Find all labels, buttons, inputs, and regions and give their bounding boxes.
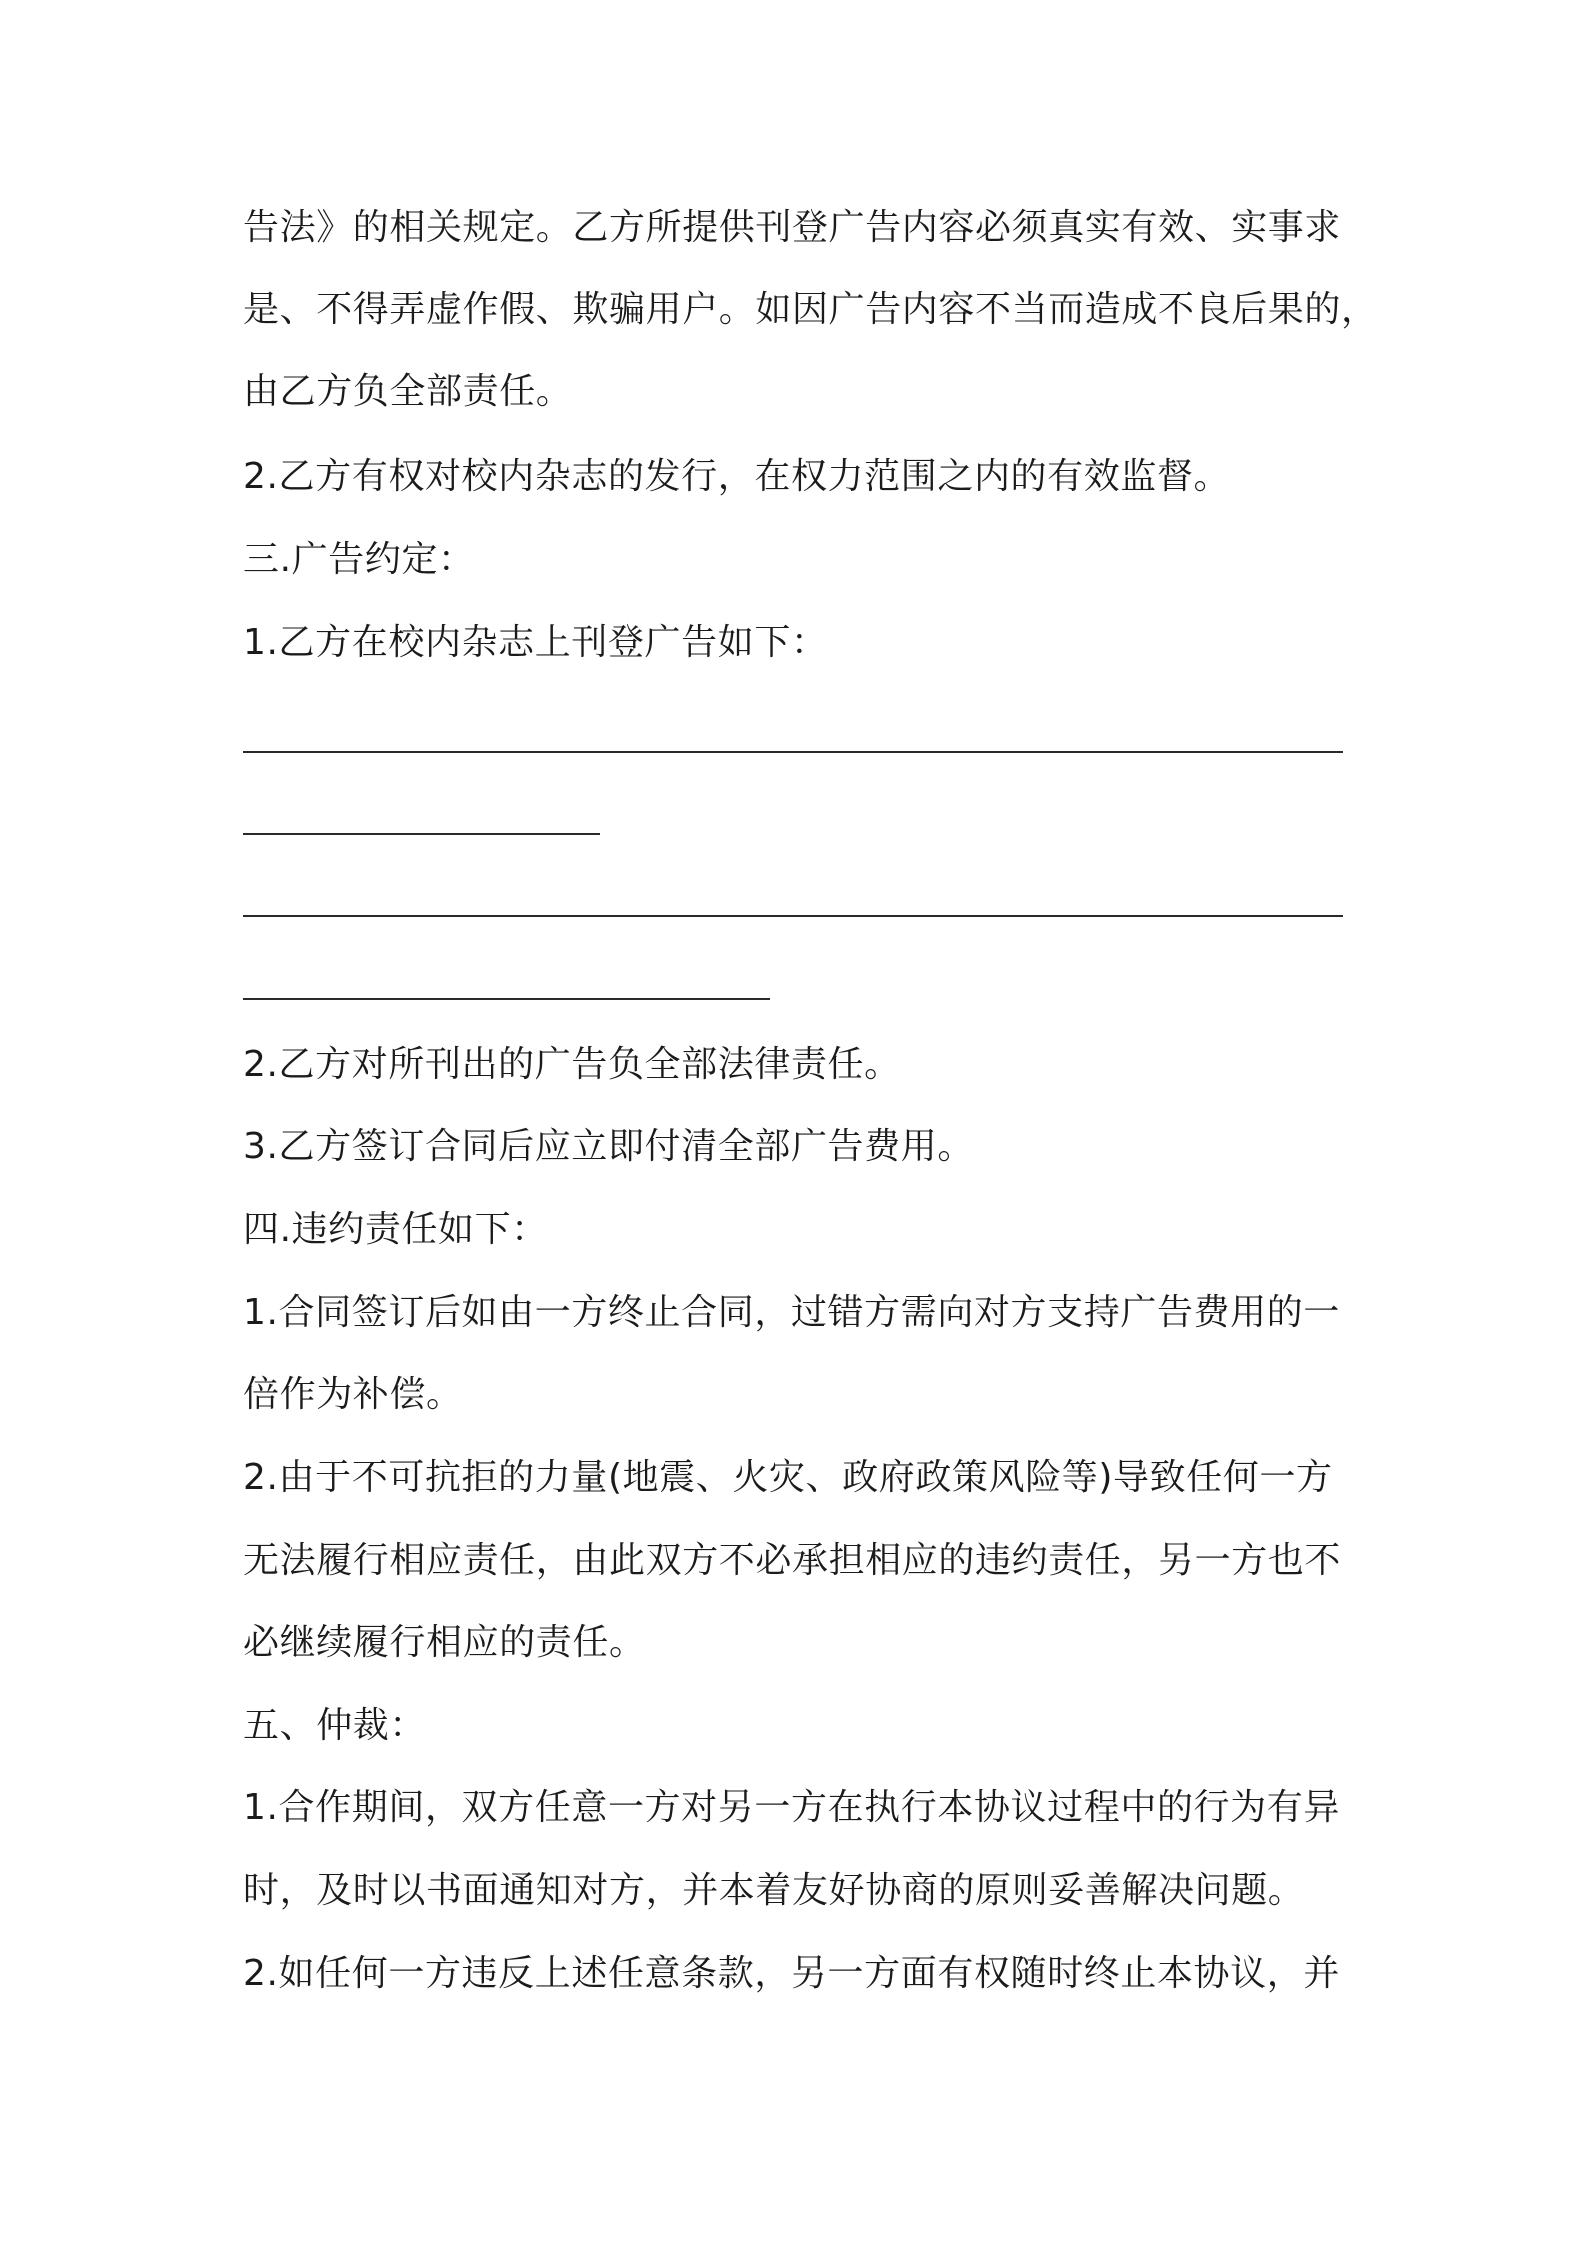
- blank-fill-line: [243, 915, 1343, 917]
- paragraph-line: 倍作为补偿。: [243, 1374, 463, 1415]
- paragraph-line: 时，及时以书面通知对方，并本着友好协商的原则妥善解决问题。: [243, 1870, 1305, 1911]
- section-heading: 三.广告约定：: [243, 539, 475, 580]
- paragraph-line: 1.合作期间，双方任意一方对另一方在执行本协议过程中的行为有异: [243, 1787, 1340, 1828]
- paragraph-line: 1.乙方在校内杂志上刊登广告如下：: [243, 622, 828, 663]
- paragraph-line: 告法》的相关规定。乙方所提供刊登广告内容必须真实有效、实事求: [243, 207, 1342, 248]
- blank-fill-line: [243, 998, 770, 1000]
- paragraph-line: 必继续履行相应的责任。: [243, 1622, 646, 1663]
- paragraph-line: 无法履行相应责任，由此双方不必承担相应的违约责任，另一方也不: [243, 1540, 1342, 1581]
- paragraph-line: 2.如任何一方违反上述任意条款，另一方面有权随时终止本协议，并: [243, 1953, 1340, 1994]
- blank-fill-line: [243, 751, 1343, 753]
- paragraph-line: 3.乙方签订合同后应立即付清全部广告费用。: [243, 1126, 974, 1167]
- blank-fill-line: [243, 833, 600, 835]
- paragraph-line: 由乙方负全部责任。: [243, 371, 573, 412]
- section-heading: 五、仲裁：: [243, 1705, 427, 1746]
- paragraph-line: 1.合同签订后如由一方终止合同，过错方需向对方支持广告费用的一: [243, 1292, 1340, 1333]
- section-heading: 四.违约责任如下：: [243, 1209, 548, 1250]
- paragraph-line: 2.乙方有权对校内杂志的发行，在权力范围之内的有效监督。: [243, 456, 1231, 497]
- paragraph-line: 2.由于不可抗拒的力量(地震、火灾、政府政策风险等)导致任何一方: [243, 1457, 1333, 1498]
- paragraph-line: 是、不得弄虚作假、欺骗用户。如因广告内容不当而造成不良后果的，: [243, 289, 1378, 330]
- paragraph-line: 2.乙方对所刊出的广告负全部法律责任。: [243, 1044, 901, 1085]
